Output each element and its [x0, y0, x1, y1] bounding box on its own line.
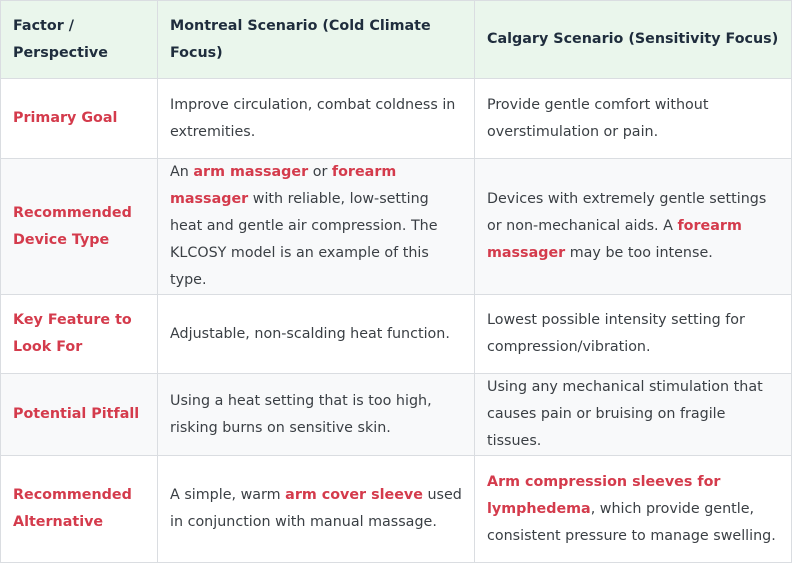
cell-text: An [170, 164, 194, 180]
calgary-cell [475, 456, 792, 563]
header-calgary: Calgary Scenario (Sensitivity Focus) [475, 1, 792, 79]
factor-cell: Recommended Alternative [1, 456, 158, 563]
highlight-term: forearm massager [170, 164, 397, 207]
header-factor: Factor / Perspective [1, 1, 158, 79]
factor-cell: Primary Goal [1, 79, 158, 159]
montreal-cell [158, 456, 475, 563]
highlight-term: Arm compression sleeves for lymphedema [487, 473, 721, 517]
table-row [1, 295, 792, 374]
calgary-cell [475, 159, 792, 295]
montreal-cell [158, 159, 475, 295]
cell-text: with reliable, low-setting heat and gentle air compression. The KLCOSY model is an example of this type. [170, 191, 438, 288]
factor-cell: Recommended Device Type [1, 159, 158, 295]
montreal-cell: Adjustable, non-scalding heat function. [158, 295, 475, 374]
cell-text: used in conjunction with manual massage. [170, 487, 462, 530]
table-row [1, 79, 792, 159]
cell-text: may be too intense. [565, 245, 713, 261]
highlight-term: arm massager [193, 164, 309, 180]
table-row [1, 456, 792, 563]
calgary-cell: Provide gentle comfort without overstimulation or pain. [475, 79, 792, 159]
highlight-term: arm cover sleeve [285, 487, 423, 503]
table-row [1, 159, 792, 295]
calgary-cell: Using any mechanical stimulation that causes pain or bruising on fragile tissues. [475, 374, 792, 456]
calgary-cell: Lowest possible intensity setting for compression/vibration. [475, 295, 792, 374]
table-row [1, 374, 792, 456]
montreal-cell: Using a heat setting that is too high, risking burns on sensitive skin. [158, 374, 475, 456]
factor-cell: Potential Pitfall [1, 374, 158, 456]
cell-text: Devices with extremely gentle settings or non-mechanical aids. A [487, 191, 767, 234]
header-row [1, 1, 792, 79]
highlight-term: forearm massager [487, 218, 742, 261]
factor-cell: Key Feature to Look For [1, 295, 158, 374]
montreal-cell: Improve circulation, combat coldness in extremities. [158, 79, 475, 159]
cell-text: A simple, warm [170, 487, 286, 503]
cell-text: , which provide gentle, consistent pressure to manage swelling. [487, 500, 776, 544]
cell-text: or [308, 164, 332, 180]
header-montreal: Montreal Scenario (Cold Climate Focus) [158, 1, 475, 79]
